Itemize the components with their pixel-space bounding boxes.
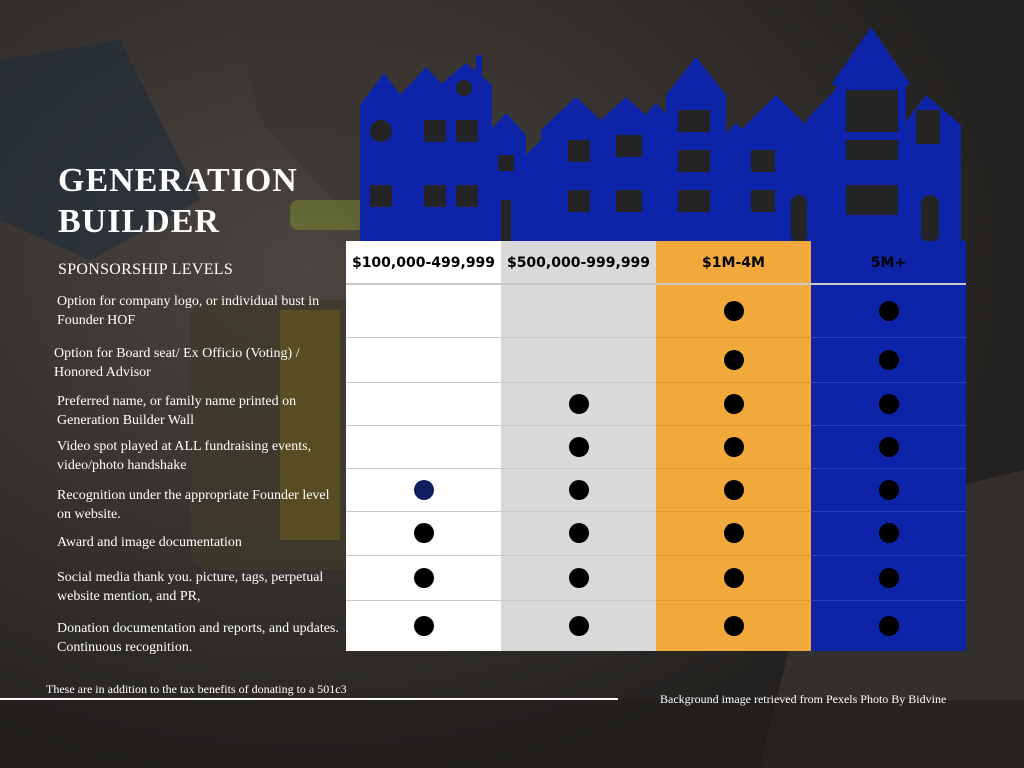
benefit-label: Donation documentation and reports, and updates. Continuous recognition. (57, 621, 339, 655)
row-divider (811, 468, 966, 469)
included-dot (724, 616, 744, 636)
tier-column-1 (346, 241, 501, 651)
sponsorship-levels-heading: SPONSORSHIP LEVELS (58, 261, 234, 278)
page-title (58, 160, 298, 242)
tier-header: 5M+ (870, 255, 907, 271)
row-divider (656, 468, 811, 469)
row-divider (656, 382, 811, 383)
header-divider (501, 283, 656, 285)
row-divider (501, 337, 656, 338)
photo-credit: Background image retrieved from Pexels Photo By Bidvine (660, 692, 947, 706)
included-dot (569, 616, 589, 636)
tier-header: $1M-4M (702, 255, 765, 271)
included-dot (569, 568, 589, 588)
benefit-label: Preferred name, or family name printed on Generation Builder Wall (57, 394, 297, 428)
included-dot (724, 394, 744, 414)
included-dot (414, 568, 434, 588)
row-divider (346, 511, 501, 512)
row-divider (656, 600, 811, 601)
benefit-label: Social media thank you. picture, tags, perpetual website mention, and PR, (57, 570, 324, 604)
row-divider (501, 600, 656, 601)
divider-line (0, 698, 618, 700)
included-dot (414, 523, 434, 543)
included-dot (569, 394, 589, 414)
row-divider (346, 382, 501, 383)
houses-illustration (356, 25, 966, 245)
tier-column-4 (811, 241, 966, 651)
row-divider (346, 425, 501, 426)
tier-column-2 (501, 241, 656, 651)
row-divider (656, 337, 811, 338)
row-divider (346, 600, 501, 601)
header-divider (346, 283, 501, 285)
row-divider (811, 382, 966, 383)
header-divider (811, 283, 966, 285)
benefit-label: Award and image documentation (57, 535, 242, 550)
row-divider (501, 425, 656, 426)
title-line-1: GENERATION (58, 162, 298, 199)
included-dot (569, 523, 589, 543)
row-divider (656, 555, 811, 556)
row-divider (346, 555, 501, 556)
benefit-label: Option for company logo, or individual bust in Founder HOF (57, 294, 320, 328)
included-dot (569, 480, 589, 500)
included-dot (569, 437, 589, 457)
included-dot (724, 480, 744, 500)
tier-header: $500,000-999,999 (506, 255, 651, 271)
row-divider (501, 511, 656, 512)
tier-header: $100,000-499,999 (351, 255, 496, 271)
included-dot (724, 437, 744, 457)
included-dot (724, 568, 744, 588)
included-dot (879, 301, 899, 321)
benefit-label: Video spot played at ALL fundraising events, video/photo handshake (57, 439, 312, 473)
sponsorship-table (346, 241, 966, 651)
row-divider (501, 382, 656, 383)
row-divider (811, 555, 966, 556)
tier-column-3 (656, 241, 811, 651)
row-divider (811, 425, 966, 426)
header-divider (656, 283, 811, 285)
included-dot (414, 616, 434, 636)
included-dot (879, 616, 899, 636)
included-dot (414, 480, 434, 500)
included-dot (879, 437, 899, 457)
row-divider (501, 468, 656, 469)
included-dot (724, 523, 744, 543)
benefit-label: Recognition under the appropriate Founder level on website. (57, 488, 330, 522)
row-divider (811, 600, 966, 601)
row-divider (501, 555, 656, 556)
included-dot (879, 394, 899, 414)
included-dot (879, 568, 899, 588)
included-dot (879, 523, 899, 543)
included-dot (724, 350, 744, 370)
row-divider (346, 468, 501, 469)
included-dot (879, 480, 899, 500)
tax-note: These are in addition to the tax benefits of donating to a 501c3 (46, 682, 347, 696)
included-dot (724, 301, 744, 321)
row-divider (346, 337, 501, 338)
row-divider (656, 425, 811, 426)
row-divider (656, 511, 811, 512)
row-divider (811, 511, 966, 512)
benefit-label: Option for Board seat/ Ex Officio (Voting) / Honored Advisor (54, 346, 300, 380)
title-line-2: BUILDER (58, 203, 220, 240)
row-divider (811, 337, 966, 338)
included-dot (879, 350, 899, 370)
